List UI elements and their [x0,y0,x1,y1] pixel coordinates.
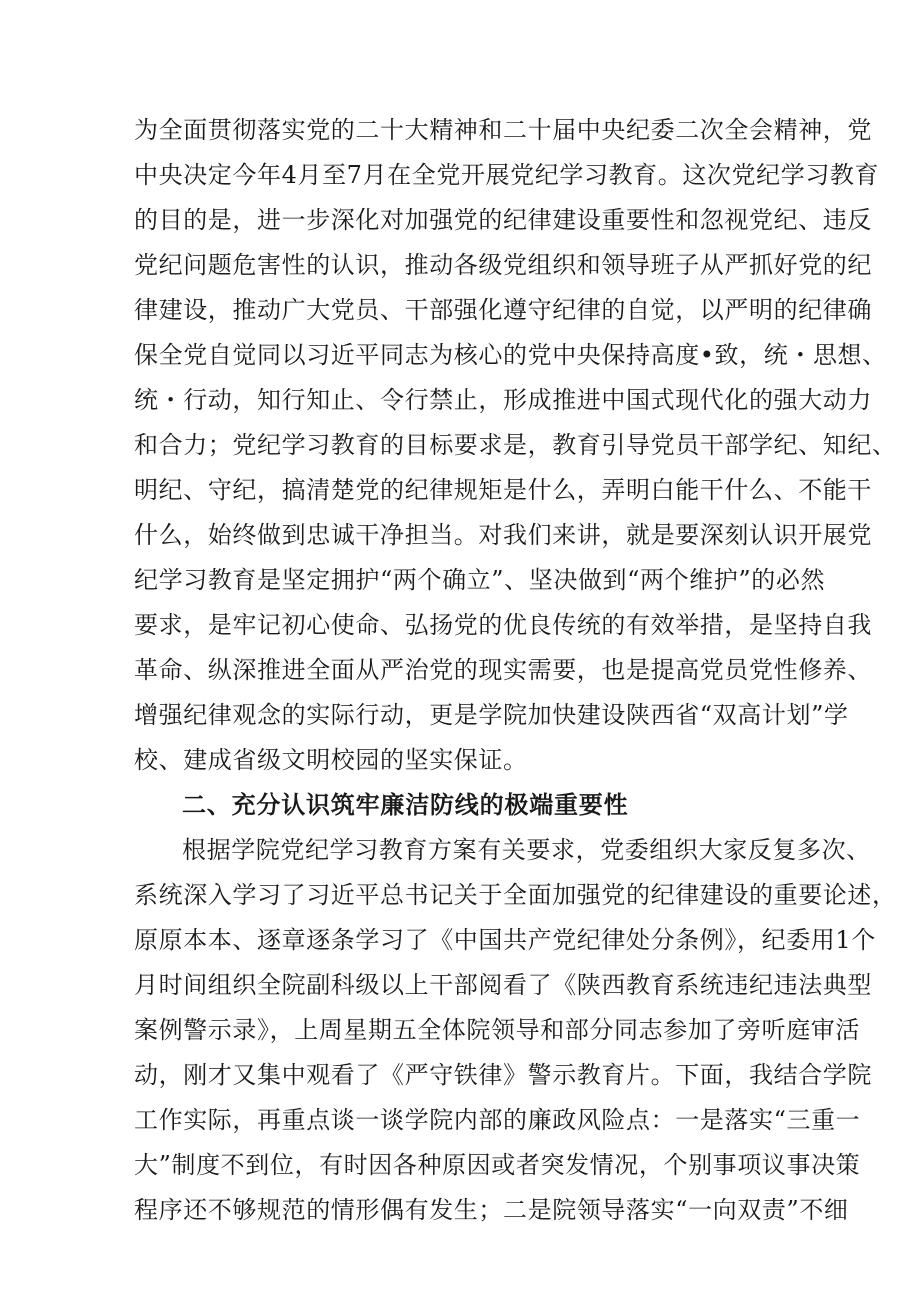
paragraph1-line: 统・行动，知行知止、令行禁止，形成推进中国式现代化的强大动力 [134,386,872,414]
paragraph1-line: 纪学习教育是坚定拥护“两个确立”、坚决做到“两个维护”的必然 [134,566,826,594]
paragraph2-line: 动，刚才又集中观看了《严守铁律》警示教育片。下面，我结合学院 [134,1061,872,1089]
paragraph1-line: 和合力；党纪学习教育的目标要求是，教育引导党员干部学纪、知纪、 [134,431,897,459]
paragraph1-line: 律建设，推动广大党员、干部强化遵守纪律的自觉，以严明的纪律确 [134,296,872,324]
paragraph1-line: 保全党自觉同以习近平同志为核心的党中央保持高度•致，统・思想、 [134,341,887,369]
paragraph1-line: 校、建成省级文明校园的坚实保证。 [134,746,528,774]
paragraph1-line: 党纪问题危害性的认识，推动各级党组织和领导班子从严抓好党的纪 [134,251,872,279]
paragraph2-line: 月时间组织全院副科级以上干部阅看了《陕西教育系统违纪违法典型 [134,971,872,999]
paragraph1-line: 要求，是牢记初心使命、弘扬党的优良传统的有效举措，是坚持自我 [134,611,872,639]
paragraph1-line: 为全面贯彻落实党的二十大精神和二十届中央纪委二次全会精神，党 [134,116,872,144]
paragraph1-line: 增强纪律观念的实际行动，更是学院加快建设陕西省“双高计划”学 [134,701,849,729]
paragraph1-line: 的目的是，进一步深化对加强党的纪律建设重要性和忽视党纪、违反 [134,206,872,234]
paragraph2-line: 案例警示录》，上周星期五全体院领导和部分同志参加了旁听庭审活 [134,1016,860,1044]
paragraph2-line: 根据学院党纪学习教育方案有关要求，党委组织大家反复多次、 [182,836,871,864]
paragraph2-line: 系统深入学习了习近平总书记关于全面加强党的纪律建设的重要论述， [134,881,897,909]
paragraph2-line: 工作实际，再重点谈一谈学院内部的廉政风险点：一是落实“三重一 [134,1106,861,1134]
paragraph1-line: 什么，始终做到忠诚干净担当。对我们来讲，就是要深刻认识开展党 [134,521,872,549]
paragraph1-line: 革命、纵深推进全面从严治党的现实需要，也是提高党员党性修养、 [134,656,872,684]
paragraph2-line: 原原本本、逐章逐条学习了《中国共产党纪律处分条例》，纪委用1个 [134,926,876,954]
paragraph1-line: 明纪、守纪，搞清楚党的纪律规矩是什么，弄明白能干什么、不能干 [134,476,872,504]
paragraph1-line: 中央决定今年4月至7月在全党开展党纪学习教育。这次党纪学习教育 [134,161,880,189]
paragraph2-line: 大”制度不到位，有时因各种原因或者突发情况，个别事项议事决策 [134,1151,861,1179]
section-heading: 二、充分认识筑牢廉洁防线的极端重要性 [182,791,629,819]
paragraph2-line: 程序还不够规范的情形偶有发生；二是院领导落实“一向双责”不细 [134,1196,849,1224]
